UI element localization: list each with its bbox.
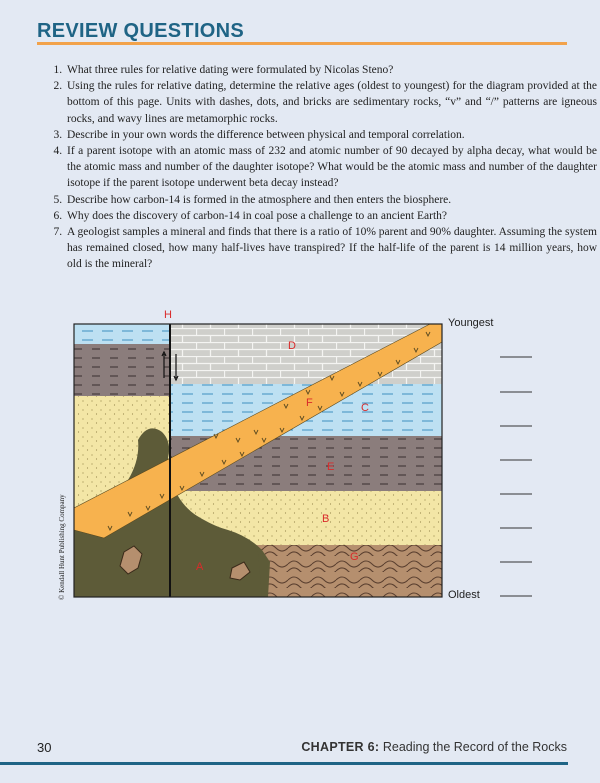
layer-blue-left (74, 324, 170, 344)
chapter-footer (301, 740, 567, 754)
label-B: B (322, 513, 330, 525)
chapter-label: CHAPTER 6: (301, 740, 380, 754)
title-underline (37, 42, 567, 45)
footer-rule (0, 762, 568, 765)
page-number: 30 (37, 740, 52, 755)
question-4: 4. If a parent isotope with an atomic mass of 232 and atomic number of 90 decayed by alpha decay, what would be the atomic mass and number of the daughter isotope? What would be the atomic mass and number of the daughter isotope if the parent isotope underwent beta decay instead? (65, 143, 597, 192)
label-H: H (164, 309, 172, 321)
question-2: 2. Using the rules for relative dating, determine the relative ages (oldest to youngest) for the diagram provided at the bottom of this page. Units with dashes, dots, and bricks are sedimentary rocks, “v” and “/” patterns are igneous rocks, and wavy lines are metamorphic rocks. (65, 78, 597, 127)
oldest-label: Oldest (448, 589, 480, 601)
answer-blanks (500, 357, 532, 596)
question-5: 5. Describe how carbon-14 is formed in the atmosphere and then enters the biosphere. (65, 192, 597, 208)
layer-brown-left (74, 344, 170, 396)
question-3: 3. Describe in your own words the difference between physical and temporal correlation. (65, 127, 597, 143)
label-E: E (327, 461, 335, 473)
question-7: 7. A geologist samples a mineral and finds that there is a ratio of 10% parent and 90% daughter. Assuming the system has remained closed, how many half-lives have transpired? If the half-life of the parent is 14 million years, how old is the mineral? (65, 224, 597, 273)
question-6: 6. Why does the discovery of carbon-14 in coal pose a challenge to an ancient Earth? (65, 208, 597, 224)
question-list (37, 62, 597, 273)
label-C: C (361, 402, 369, 414)
label-D: D (288, 340, 296, 352)
layer-G-metamorphic (250, 545, 442, 597)
page-title: REVIEW QUESTIONS (37, 20, 245, 42)
question-1: 1. What three rules for relative dating were formulated by Nicolas Steno? (65, 62, 597, 78)
label-A: A (196, 561, 204, 573)
cross-section-diagram (0, 300, 600, 620)
copyright-credit: © Kendall Hunt Publishing Company (58, 494, 66, 600)
label-G: G (350, 551, 359, 563)
label-F: F (306, 397, 313, 409)
youngest-label: Youngest (448, 317, 494, 329)
chapter-title: Reading the Record of the Rocks (382, 740, 567, 754)
